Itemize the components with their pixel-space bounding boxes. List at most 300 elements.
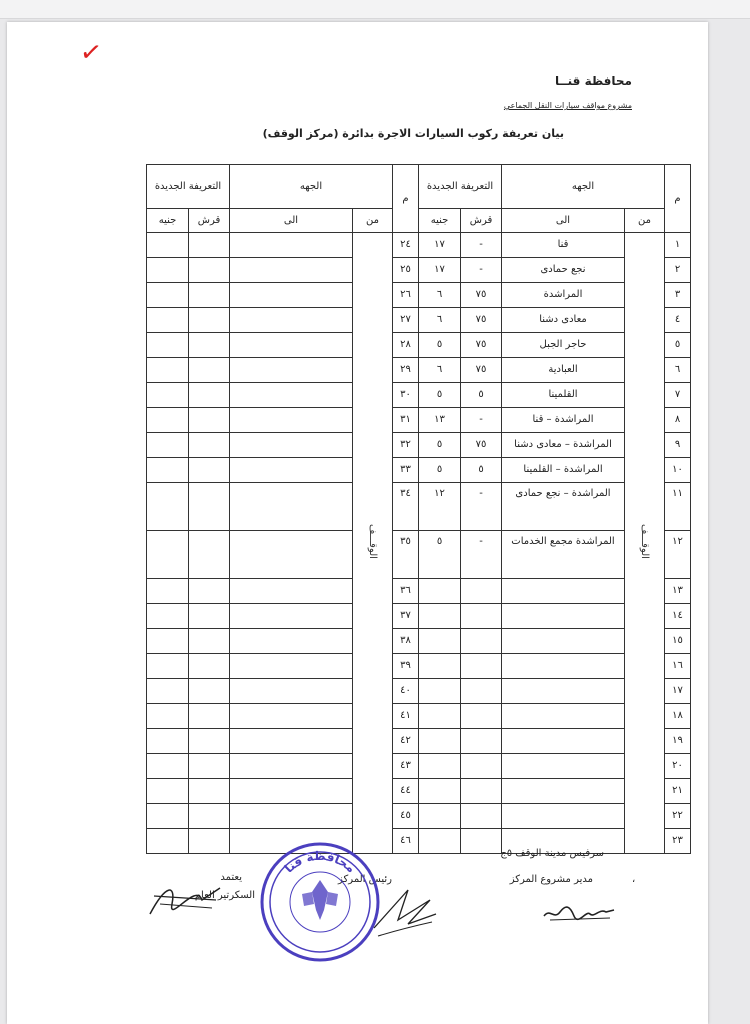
fare-qirsh <box>189 333 230 358</box>
fare-qirsh-text <box>189 654 229 678</box>
fare-qirsh <box>189 283 230 308</box>
row-number <box>665 483 691 531</box>
project-subheading: مشروع مواقف سيارات النقل الجماعي <box>503 101 632 110</box>
row-number <box>665 604 691 629</box>
row-number-text: ٣٩ <box>400 660 411 671</box>
destination <box>502 483 625 531</box>
from-value: الوقـــف <box>639 524 650 559</box>
fare-qirsh <box>189 458 230 483</box>
row-number-text: ٢٥ <box>400 264 411 275</box>
row-number-text: ١٠ <box>672 464 683 475</box>
destination <box>230 579 353 604</box>
fare-geneih-text <box>147 704 188 728</box>
fare-geneih-text <box>147 654 188 678</box>
fare-geneih-text: ٦ <box>436 314 443 325</box>
row-number <box>393 829 419 854</box>
row-number-text: ٣ <box>674 289 681 300</box>
row-number-text: ٤٢ <box>400 735 411 746</box>
row-number <box>665 654 691 679</box>
destination <box>502 408 625 433</box>
fare-qirsh <box>461 458 502 483</box>
row-number <box>665 804 691 829</box>
destination-text: المراشدة <box>543 289 583 300</box>
fare-qirsh <box>461 483 502 531</box>
row-number <box>393 531 419 579</box>
row-number <box>665 408 691 433</box>
table-row <box>147 804 691 829</box>
fare-geneih <box>419 629 461 654</box>
fare-geneih <box>419 483 461 531</box>
fare-geneih-text <box>419 754 460 778</box>
table-row <box>147 383 691 408</box>
fare-qirsh-text <box>189 829 229 853</box>
row-number-text: ١٧ <box>672 685 683 696</box>
destination-text <box>230 283 352 307</box>
destination-text <box>230 408 352 432</box>
fare-geneih-text: ٥ <box>436 439 443 450</box>
fare-geneih-text: ١٧ <box>434 264 445 275</box>
fare-geneih-text <box>419 679 460 703</box>
table-row <box>147 283 691 308</box>
fare-qirsh-text: ٥ <box>478 464 484 475</box>
row-number-text: ١٣ <box>672 585 683 596</box>
destination <box>230 408 353 433</box>
destination-text <box>230 458 352 482</box>
fare-geneih <box>419 804 461 829</box>
fare-geneih-text: ٥ <box>436 339 443 350</box>
row-number-text: ٧ <box>674 389 681 400</box>
destination-text: المراشدة – معادى دشنا <box>514 439 612 450</box>
fare-geneih-text: ١٣ <box>434 414 445 425</box>
fare-qirsh <box>461 829 502 854</box>
fare-geneih-text <box>147 358 188 382</box>
fare-qirsh-text <box>189 283 229 307</box>
fare-geneih <box>419 458 461 483</box>
row-number-text: ٣٢ <box>400 439 411 450</box>
fare-qirsh <box>461 704 502 729</box>
fare-geneih <box>147 233 189 258</box>
row-number <box>665 779 691 804</box>
fare-geneih <box>419 433 461 458</box>
destination-text <box>230 629 352 653</box>
fare-qirsh <box>461 308 502 333</box>
table-row <box>147 531 691 579</box>
table-row <box>147 458 691 483</box>
fare-qirsh-text <box>189 704 229 728</box>
row-number-text: ٢٨ <box>400 339 411 350</box>
table-row <box>147 604 691 629</box>
destination-text: القلمينا <box>548 389 578 400</box>
fare-geneih-text <box>147 779 188 803</box>
col-geneih-header: جنيه <box>147 209 189 233</box>
fare-qirsh-text: ٧٥ <box>475 439 487 450</box>
row-number <box>665 531 691 579</box>
col-qirsh-header: قرش <box>189 209 230 233</box>
from-cell <box>353 233 393 854</box>
table-row <box>147 679 691 704</box>
destination-text <box>230 579 352 603</box>
fare-qirsh-text: ٥ <box>478 389 484 400</box>
fare-qirsh-text: - <box>479 239 483 250</box>
destination <box>502 308 625 333</box>
row-number <box>665 358 691 383</box>
top-strip <box>0 0 750 19</box>
fare-qirsh-text <box>461 629 501 653</box>
destination <box>230 779 353 804</box>
row-number-text: ٣١ <box>400 414 411 425</box>
destination-text <box>230 333 352 357</box>
col-new-fare-header: التعريفة الجديدة <box>419 165 502 209</box>
fare-geneih-text: ٦ <box>436 364 443 375</box>
table-row <box>147 754 691 779</box>
row-number <box>393 408 419 433</box>
destination-text <box>502 779 624 803</box>
destination-text <box>230 604 352 628</box>
row-number-text: ٨ <box>674 414 681 425</box>
destination-text: حاجر الجبل <box>539 339 587 350</box>
fare-qirsh <box>189 829 230 854</box>
fare-geneih-text <box>419 654 460 678</box>
fare-geneih-text <box>419 729 460 753</box>
row-number <box>393 458 419 483</box>
table-row <box>147 308 691 333</box>
row-number <box>665 333 691 358</box>
table-row <box>147 358 691 383</box>
signature-secretary-general <box>146 874 226 924</box>
fare-qirsh-text: ٧٥ <box>475 289 487 300</box>
row-number <box>665 629 691 654</box>
fare-qirsh-text <box>461 829 501 853</box>
fare-qirsh <box>189 754 230 779</box>
fare-geneih-text <box>147 258 188 282</box>
row-number-text: ٣٠ <box>400 389 411 400</box>
destination <box>230 358 353 383</box>
from-cell <box>625 233 665 854</box>
row-number <box>393 258 419 283</box>
row-number-text: ٤ <box>674 314 681 325</box>
table-row <box>147 704 691 729</box>
fare-geneih <box>147 579 189 604</box>
row-number <box>665 704 691 729</box>
destination <box>502 604 625 629</box>
fare-qirsh <box>189 804 230 829</box>
fare-geneih <box>147 779 189 804</box>
fare-qirsh-text <box>189 754 229 778</box>
destination <box>230 283 353 308</box>
destination-text <box>230 804 352 828</box>
table-row <box>147 258 691 283</box>
col-to-header: الى <box>502 209 625 233</box>
fare-geneih <box>147 458 189 483</box>
fare-geneih <box>147 483 189 531</box>
destination-text <box>502 604 624 628</box>
fare-geneih <box>147 604 189 629</box>
fare-qirsh <box>189 483 230 531</box>
destination-text <box>230 704 352 728</box>
destination <box>230 233 353 258</box>
fare-qirsh-text: ٧٥ <box>475 339 487 350</box>
fare-geneih-text <box>147 679 188 703</box>
destination <box>230 258 353 283</box>
row-number <box>665 233 691 258</box>
fare-qirsh-text <box>189 408 229 432</box>
fare-geneih <box>147 531 189 579</box>
fare-geneih <box>147 829 189 854</box>
fare-geneih-text: ٦ <box>436 289 443 300</box>
table-row <box>147 729 691 754</box>
fare-geneih-text: ٥ <box>436 464 443 475</box>
row-number-text: ١٨ <box>672 710 683 721</box>
row-number-text: ٤٤ <box>400 785 411 796</box>
destination-text: معادى دشنا <box>539 314 587 325</box>
destination <box>502 233 625 258</box>
row-number <box>393 433 419 458</box>
fare-geneih-text: ٥ <box>436 389 443 400</box>
row-number-text: ٣٨ <box>400 635 411 646</box>
table-row <box>147 779 691 804</box>
row-number <box>393 629 419 654</box>
fare-qirsh-text <box>189 433 229 457</box>
row-number-text: ٩ <box>674 439 681 450</box>
fare-geneih-text <box>147 829 188 853</box>
fare-geneih-text <box>147 283 188 307</box>
fare-qirsh <box>461 408 502 433</box>
fare-qirsh <box>461 333 502 358</box>
col-direction-header: الجهه <box>502 165 665 209</box>
fare-geneih <box>147 358 189 383</box>
destination-text <box>230 779 352 803</box>
col-from-header: من <box>625 209 665 233</box>
row-number-text: ٢٢ <box>672 810 683 821</box>
fare-geneih <box>147 654 189 679</box>
destination-text: المراشدة – القلمينا <box>523 464 603 475</box>
fare-table <box>146 164 691 854</box>
destination <box>230 704 353 729</box>
col-to-header: الى <box>230 209 353 233</box>
fare-qirsh-text <box>461 729 501 753</box>
fare-qirsh <box>461 531 502 579</box>
row-number <box>393 483 419 531</box>
fare-geneih-text: ١٧ <box>434 239 445 250</box>
table-row <box>147 654 691 679</box>
table-row <box>147 483 691 531</box>
row-number <box>393 654 419 679</box>
fare-geneih-text <box>147 804 188 828</box>
fare-qirsh-text: - <box>479 536 483 547</box>
fare-qirsh <box>189 433 230 458</box>
destination-text <box>230 433 352 457</box>
fare-geneih <box>419 283 461 308</box>
destination <box>230 483 353 531</box>
row-number-text: ٥ <box>674 339 681 350</box>
row-number <box>393 754 419 779</box>
row-number <box>665 679 691 704</box>
signature-center-head <box>368 880 440 942</box>
fare-qirsh-text: ٧٥ <box>475 314 487 325</box>
destination-text <box>502 804 624 828</box>
row-number-text: ٣٤ <box>400 488 411 499</box>
destination-text <box>230 358 352 382</box>
table-row <box>147 233 691 258</box>
row-number <box>393 308 419 333</box>
bullet-mark: ، <box>632 874 636 885</box>
fare-geneih <box>419 579 461 604</box>
fare-geneih <box>147 333 189 358</box>
row-number <box>393 579 419 604</box>
fare-geneih <box>419 829 461 854</box>
fare-geneih-text <box>147 433 188 457</box>
center-manager-label: مدير مشروع المركز <box>509 874 593 885</box>
fare-geneih-text <box>147 604 188 628</box>
fare-qirsh <box>189 383 230 408</box>
fare-geneih-text <box>419 779 460 803</box>
destination <box>502 531 625 579</box>
row-number-text: ٤١ <box>400 710 411 721</box>
table-row <box>147 579 691 604</box>
row-number <box>665 433 691 458</box>
fare-geneih-text <box>419 704 460 728</box>
stamp-text: محافظة قنا <box>281 848 359 876</box>
table-row <box>147 629 691 654</box>
destination-text: قنا <box>557 239 569 250</box>
fare-geneih <box>147 408 189 433</box>
fare-qirsh <box>189 308 230 333</box>
fare-qirsh <box>461 804 502 829</box>
fare-qirsh-text: - <box>479 488 483 499</box>
destination <box>230 433 353 458</box>
destination <box>502 458 625 483</box>
fare-geneih <box>147 804 189 829</box>
fare-geneih <box>147 433 189 458</box>
fare-geneih-text <box>147 629 188 653</box>
row-number <box>393 358 419 383</box>
fare-qirsh <box>189 358 230 383</box>
destination-text <box>230 383 352 407</box>
fare-qirsh-text <box>189 358 229 382</box>
destination-text <box>502 679 624 703</box>
fare-geneih <box>147 704 189 729</box>
fare-geneih <box>419 333 461 358</box>
fare-geneih <box>147 258 189 283</box>
fare-geneih <box>419 258 461 283</box>
fare-geneih <box>147 729 189 754</box>
row-number-text: ٣٦ <box>400 585 411 596</box>
row-number-text: ١١ <box>672 488 683 499</box>
fare-qirsh-text <box>461 679 501 703</box>
fare-qirsh-text <box>189 458 229 482</box>
destination <box>230 629 353 654</box>
fare-qirsh-text <box>461 654 501 678</box>
fare-qirsh <box>189 258 230 283</box>
fare-qirsh-text <box>189 233 229 257</box>
destination <box>502 383 625 408</box>
destination <box>502 804 625 829</box>
fare-qirsh-text <box>189 804 229 828</box>
destination <box>502 358 625 383</box>
destination-text <box>230 754 352 778</box>
fare-geneih-text <box>147 754 188 778</box>
fare-qirsh <box>189 604 230 629</box>
fare-qirsh <box>461 433 502 458</box>
row-number-text: ٤٦ <box>400 835 411 846</box>
row-number <box>665 754 691 779</box>
destination <box>502 629 625 654</box>
fare-qirsh <box>461 629 502 654</box>
row-number-text: ١٦ <box>672 660 683 671</box>
destination-text: نجع حمادى <box>540 264 586 275</box>
fare-geneih-text <box>147 579 188 603</box>
fare-qirsh <box>189 408 230 433</box>
row-number <box>393 604 419 629</box>
row-number-text: ٤٣ <box>400 760 411 771</box>
fare-geneih <box>419 531 461 579</box>
fare-geneih <box>147 283 189 308</box>
row-number <box>665 308 691 333</box>
destination <box>230 679 353 704</box>
destination <box>230 333 353 358</box>
fare-geneih <box>419 604 461 629</box>
fare-geneih <box>147 308 189 333</box>
destination <box>502 333 625 358</box>
row-number <box>393 383 419 408</box>
fare-geneih <box>147 383 189 408</box>
fare-geneih <box>419 729 461 754</box>
row-number <box>393 233 419 258</box>
destination-text <box>502 654 624 678</box>
fare-qirsh-text <box>461 579 501 603</box>
row-number <box>393 333 419 358</box>
row-number <box>393 283 419 308</box>
service-note: سرفيس مدينة الوقف ٥ج <box>500 848 604 859</box>
fare-qirsh <box>189 531 230 579</box>
fare-geneih <box>419 654 461 679</box>
destination-text <box>230 729 352 753</box>
fare-qirsh-text <box>461 779 501 803</box>
fare-qirsh-text <box>189 308 229 332</box>
col-new-fare-header: التعريفة الجديدة <box>147 165 230 209</box>
destination-text <box>502 579 624 603</box>
row-number-text: ٢١ <box>672 785 683 796</box>
fare-qirsh <box>461 779 502 804</box>
row-number-text: ٢٠ <box>672 760 683 771</box>
destination-text <box>502 729 624 753</box>
fare-qirsh-text <box>189 579 229 603</box>
fare-geneih-text <box>419 829 460 853</box>
destination <box>230 804 353 829</box>
fare-geneih <box>419 308 461 333</box>
destination-text <box>230 308 352 332</box>
row-number <box>393 804 419 829</box>
fare-qirsh-text <box>189 383 229 407</box>
destination <box>502 654 625 679</box>
col-from-header: من <box>353 209 393 233</box>
fare-qirsh <box>461 258 502 283</box>
destination <box>502 579 625 604</box>
fare-qirsh <box>461 233 502 258</box>
fare-geneih <box>419 779 461 804</box>
fare-geneih <box>147 679 189 704</box>
fare-qirsh <box>189 729 230 754</box>
fare-qirsh-text <box>189 333 229 357</box>
fare-qirsh <box>461 729 502 754</box>
table-row <box>147 433 691 458</box>
destination <box>230 654 353 679</box>
row-number-text: ١٥ <box>672 635 683 646</box>
destination-text: المراشدة مجمع الخدمات <box>511 536 615 547</box>
table-row <box>147 408 691 433</box>
fare-qirsh <box>189 233 230 258</box>
row-number-text: ١٩ <box>672 735 683 746</box>
